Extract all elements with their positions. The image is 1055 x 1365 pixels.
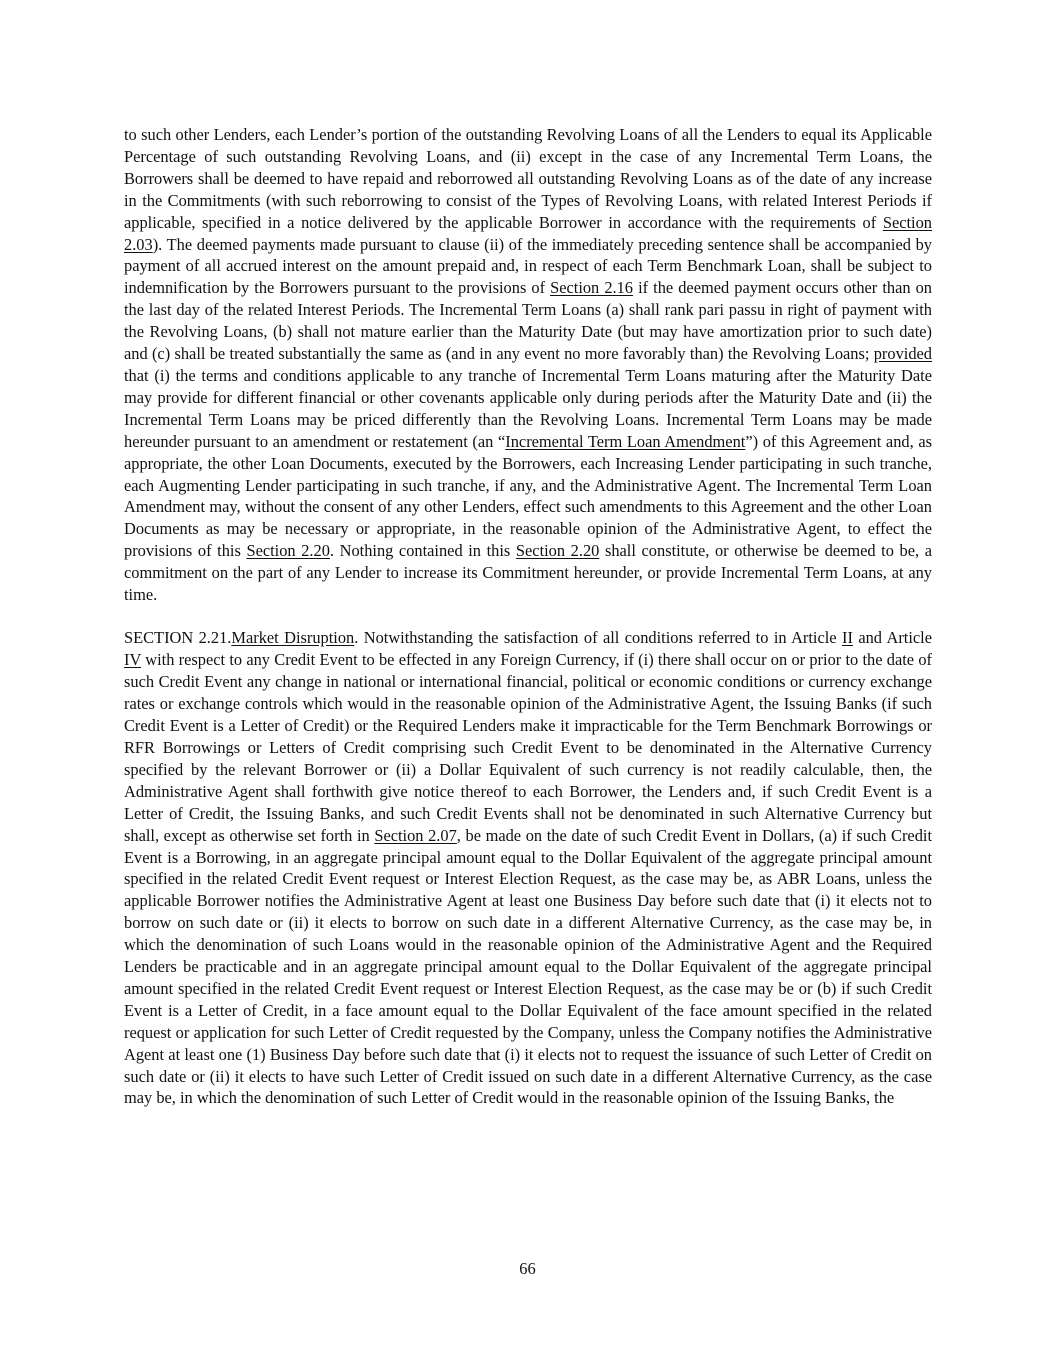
article-reference-ii: II — [842, 628, 853, 648]
paragraph-text: ”) of this Agreement and, as appropriate, the other Loan Documents, executed by the Borrowers, each Increasing Lender participating in such tranche, each Augmenting Lender participating in such tranche, if any, and the Administrative Agent. The Incremental Term Loan Amendment may, without the consent of any other Lenders, effect such amendments to this Agreement and the other Loan Documents as may be necessary or appropriate, in the reasonable opinion of the Administrative Agent, to effect the provisions of this — [124, 431, 932, 561]
article-reference-iv: IV — [124, 650, 141, 670]
section-reference-2-20: Section 2.20 — [515, 541, 600, 561]
paragraph-text: and Article — [852, 628, 932, 648]
section-reference-2-03: Section 2.03 — [124, 212, 932, 254]
paragraph-text: . Notwithstanding the satisfaction of all conditions referred to in Article — [354, 628, 842, 648]
paragraph-text: if the deemed payment occurs other than on the last day of the related Interest Periods. The Incremental Term Loans (a) shall rank pari passu in right of payment with the Revolving Loans, (b) shall not mature earlier than the Maturity Date (but may have amortization prior to such date) and (c) shall be treated substantially the same as (and in any event no more favorably than) the Revolving Loans; — [124, 278, 932, 364]
paragraph-text: shall constitute, or otherwise be deemed to be, a commitment on the part of any Lender to increase its Commitment hereunder, or provide Incremental Term Loans, at any time. — [124, 541, 932, 605]
paragraph-text: with respect to any Credit Event to be effected in any Foreign Currency, if (i) there shall occur on or prior to the date of such Credit Event any change in national or international financial, political or economic conditions or currency exchange rates or exchange controls which would in the reasonable opinion of the Administrative Agent, the Issuing Banks (if such Credit Event is a Letter of Credit) or the Required Lenders make it impracticable for the Term Benchmark Borrowings or RFR Borrowings or Letters of Credit comprising such Credit Event to be denominated in the Alternative Currency specified by the relevant Borrower or (ii) a Dollar Equivalent of such currency is not readily calculable, then, the Administrative Agent shall forthwith give notice thereof to each Borrower, the Lenders and, if such Credit Event is a Letter of Credit, the Issuing Banks, and such Credit Events shall not be denominated in such Alternative Currency but shall, except as otherwise set forth in — [124, 650, 932, 845]
provided-term: provided — [873, 344, 932, 364]
page-number: 66 — [519, 1259, 536, 1278]
section-reference-2-07: Section 2.07 — [374, 825, 457, 845]
body-paragraph — [124, 124, 932, 606]
section-title: Market Disruption — [231, 628, 355, 648]
section-paragraph — [124, 627, 932, 1109]
defined-term: Incremental Term Loan Amendment — [505, 431, 746, 451]
paragraph-text: . Nothing contained in this — [329, 541, 516, 561]
section-reference-2-20: Section 2.20 — [246, 541, 330, 561]
paragraph-text: ). The deemed payments made pursuant to clause (ii) of the immediately preceding sentence shall be accompanied by payment of all accrued interest on the amount prepaid and, in respect of each Term Benchmark Loan, shall be subject to indemnification by the Borrowers pursuant to the provisions of — [124, 234, 932, 298]
section-number: SECTION 2.21. — [124, 628, 232, 648]
section-reference-2-16: Section 2.16 — [550, 278, 634, 298]
paragraph-text: to such other Lenders, each Lender’s portion of the outstanding Revolving Loans of all the Lenders to equal its Applicable Percentage of such outstanding Revolving Loans, and (ii) except in the case of any Incremental Term Loans, the Borrowers shall be deemed to have repaid and reborrowed all outstanding Revolving Loans as of the date of any increase in the Commitments (with such reborrowing to consist of the Types of Revolving Loans, with related Interest Periods if applicable, specified in a notice delivered by the applicable Borrower in accordance with the requirements of — [124, 125, 932, 232]
paragraph-text: that (i) the terms and conditions applicable to any tranche of Incremental Term Loans maturing after the Maturity Date may provide for different financial or other covenants applicable only during periods after the Maturity Date and (ii) the Incremental Term Loans may be priced differently than the Revolving Loans. Incremental Term Loans may be made hereunder pursuant to an amendment or restatement (an “ — [124, 365, 932, 451]
document-page — [124, 124, 932, 1109]
paragraph-text: , be made on the date of such Credit Event in Dollars, (a) if such Credit Event is a Borrowing, in an aggregate principal amount equal to the Dollar Equivalent of the aggregate principal amount specified in the related Credit Event request or Interest Election Request, as the case may be, as ABR Loans, unless the applicable Borrower notifies the Administrative Agent at least one Business Day before such date that (i) it elects not to borrow on such date or (ii) it elects to borrow on such date in a different Alternative Currency, as the case may be, in which the denomination of such Loans would in the reasonable opinion of the Administrative Agent and the Required Lenders be practicable and in an aggregate principal amount equal to the Dollar Equivalent of the aggregate principal amount specified in the related Credit Event request or Interest Election Request, as the case may be or (b) if such Credit Event is a Letter of Credit, in a face amount equal to the Dollar Equivalent of the face amount specified in the related request or application for such Letter of Credit requested by the Company, unless the Company notifies the Administrative Agent at least one (1) Business Day before such date that (i) it elects not to request the issuance of such Letter of Credit on such date or (ii) it elects to have such Letter of Credit issued on such date in a different Alternative Currency, as the case may be, in which the denomination of such Letter of Credit would in the reasonable opinion of the Issuing Banks, the — [124, 825, 932, 1108]
